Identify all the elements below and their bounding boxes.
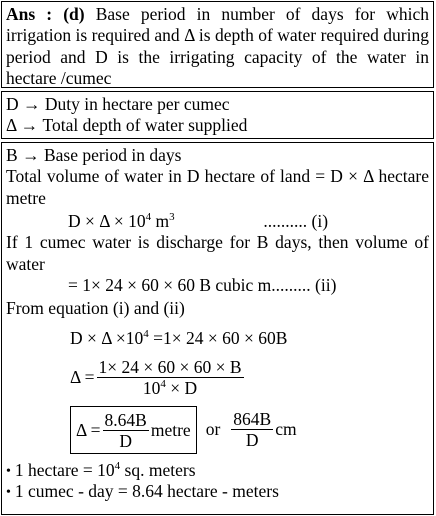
note-hectare	[6, 460, 429, 481]
result-unit: metre	[150, 420, 191, 441]
note-text: 1 hectare = 10	[14, 459, 115, 480]
result-fraction	[103, 410, 149, 451]
result-denominator: D	[119, 431, 133, 452]
result2-numerator: 864B	[233, 409, 272, 430]
delta-numerator: 1× 24 × 60 × 60 × B	[98, 357, 242, 378]
or-text: or	[205, 419, 221, 440]
eq1-unit-exponent: 3	[169, 211, 175, 224]
result-lhs: Δ =	[76, 420, 101, 441]
total-volume-text: Total volume of water in D hectare of land = D × Δ hectare metre	[6, 166, 429, 208]
delta-lhs: Δ =	[70, 367, 95, 388]
definitions-box	[1, 91, 434, 139]
delta-equation	[6, 357, 429, 398]
eq1-exponent: 4	[145, 211, 152, 224]
result-row	[6, 406, 429, 453]
denominator-tail: × D	[170, 378, 198, 399]
symbol-b: B	[6, 145, 18, 165]
result2-denominator: D	[245, 430, 259, 451]
denominator-exponent: 4	[160, 378, 166, 391]
result-numerator: 8.64B	[104, 410, 147, 431]
solution-box	[1, 142, 434, 515]
eq1-unit: m	[155, 211, 170, 232]
note-cumec-day	[6, 481, 429, 502]
note-exponent: 4	[114, 459, 121, 472]
eq1-expression: D × Δ × 10	[68, 211, 146, 232]
result-box	[70, 406, 197, 453]
note-text-tail: sq. meters	[120, 459, 196, 480]
definition-text: Duty in hectare per cumec	[44, 94, 230, 114]
eq3-right: =1× 24 × 60 × 60B	[153, 327, 288, 348]
if-text: If 1 cumec water is discharge for B days, then volume of water	[6, 232, 429, 274]
eq1-tag: .......... (i)	[263, 211, 329, 232]
denominator-base: 10	[142, 378, 161, 399]
arrow-icon: →	[22, 145, 40, 165]
equation-1	[6, 211, 429, 232]
answer-paragraph	[6, 4, 429, 89]
from-equation-text: From equation (i) and (ii)	[6, 298, 185, 319]
definition-text: Base period in days	[43, 145, 182, 165]
definition-text: Total depth of water supplied	[42, 115, 248, 136]
eq3-exponent: 4	[143, 327, 149, 340]
note-text: 1 cumec - day = 8.64 hectare - meters	[14, 480, 279, 501]
equation-3	[6, 328, 429, 349]
eq3-left: D × Δ ×10	[70, 327, 144, 348]
definition-base-period	[6, 145, 429, 166]
arrow-icon: →	[23, 94, 41, 114]
equation-2: = 1× 24 × 60 × 60 B cubic m......... (ii)	[68, 275, 337, 296]
definition-depth	[6, 115, 429, 136]
result2-unit: cm	[275, 419, 297, 440]
definition-duty	[6, 94, 429, 115]
bullet-icon: •	[6, 484, 11, 500]
bullet-icon: •	[6, 463, 11, 479]
result2-fraction	[231, 409, 273, 450]
delta-denominator	[141, 378, 199, 398]
symbol-delta: Δ	[6, 115, 17, 136]
answer-text: Base period in number of days for which irrigation is required and Δ is depth of water required during period and D is the irrigating capacity of the water in hectare /cumec	[6, 4, 430, 89]
delta-fraction	[97, 357, 244, 398]
answer-label: Ans : (d)	[6, 4, 85, 24]
answer-box	[1, 1, 434, 88]
arrow-icon: →	[20, 115, 39, 136]
symbol-d: D	[6, 94, 19, 114]
